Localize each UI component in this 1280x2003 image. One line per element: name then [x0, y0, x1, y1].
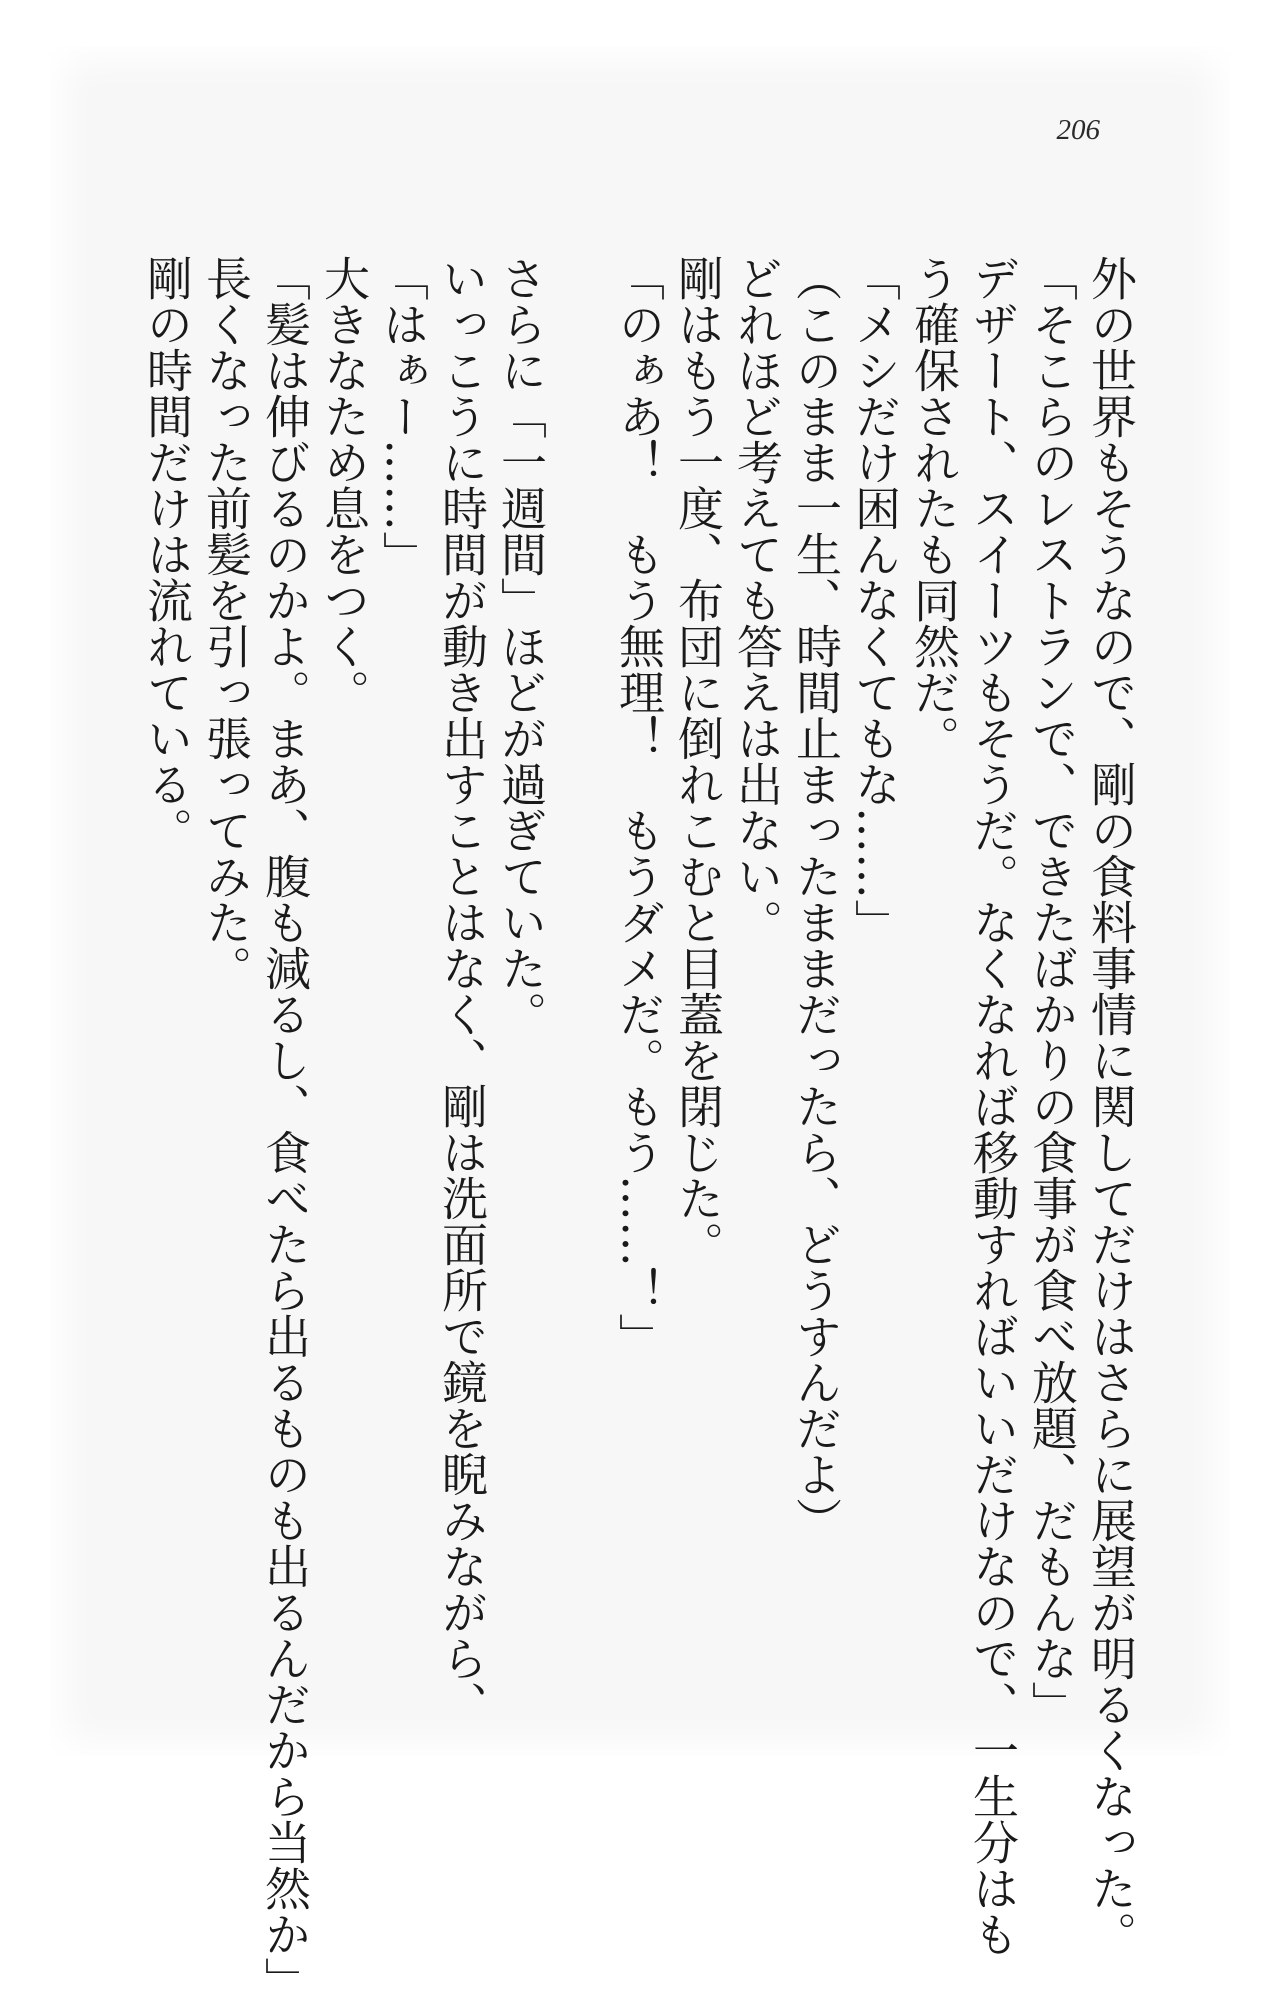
page-number: 206 — [1056, 114, 1100, 146]
text-line: 「髪は伸びるのかよ。まあ、腹も減るし、食べたら出るものも出るんだから当然か」 — [258, 255, 312, 2003]
text-line: いっこうに時間が動き出すことはなく、剛は洗面所で鏡を睨みながら、 — [435, 255, 489, 1727]
text-line: どれほど考えても答えは出ない。 — [730, 255, 784, 945]
text-line: 大きなため息をつく。 — [317, 255, 371, 715]
text-line: 「のぁあ！ もう無理！ もうダメだ。もう……！」 — [612, 255, 666, 1359]
text-line: う確保されたも同然だ。 — [907, 255, 961, 761]
text-line: 「はぁー……」 — [376, 255, 430, 577]
text-line: （このまま一生、時間止まったままだったら、どうすんだよ） — [789, 255, 843, 1543]
text-line: 外の世界もそうなので、剛の食料事情に関してだけはさらに展望が明るくなった。 — [1084, 255, 1138, 1957]
text-line: デザート、スイーツもそうだ。なくなれば移動すればいいだけなので、一生分はも — [966, 255, 1020, 1957]
text-line: 長くなった前髪を引っ張ってみた。 — [199, 255, 253, 991]
text-line: 剛はもう一度、布団に倒れこむと目蓋を閉じた。 — [671, 255, 725, 1267]
text-line: 「メシだけ困んなくてもな……」 — [848, 255, 902, 945]
body-text — [140, 255, 1140, 2003]
text-line: さらに「一週間」ほどが過ぎていた。 — [494, 255, 548, 1037]
text-line: 「そこらのレストランで、できたばかりの食事が食べ放題、だもんな」 — [1025, 255, 1079, 1727]
text-line: 剛の時間だけは流れている。 — [140, 255, 194, 853]
